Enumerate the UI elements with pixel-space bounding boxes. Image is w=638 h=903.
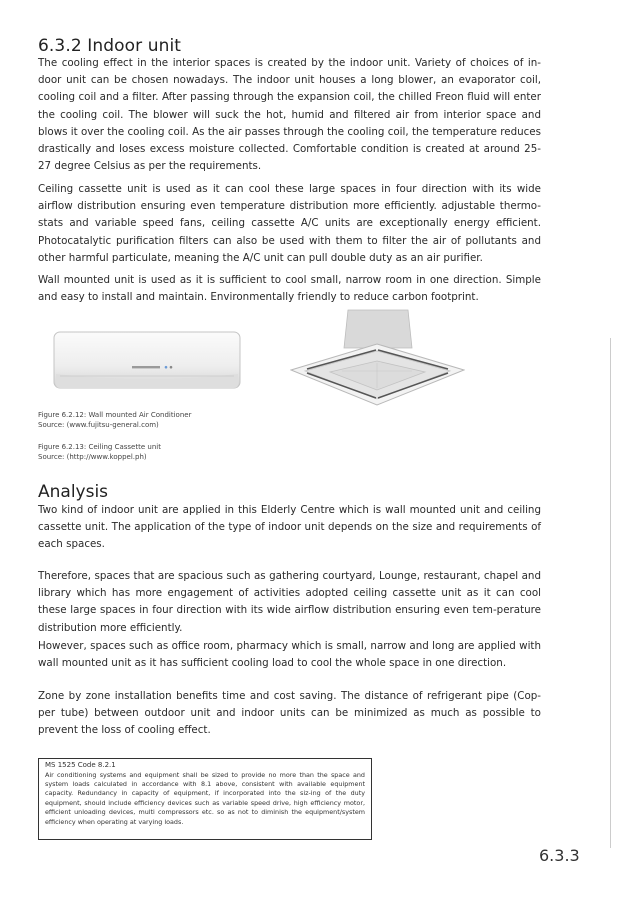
ms1525-code-box (38, 758, 372, 840)
indoor-unit-paragraph-1: The cooling effect in the interior spaces is created by the indoor unit. Variety of choices of in-door unit can be chosen nowadays. The indoor unit houses a long blower, an evaporator coil, cooling coil and a filter. After passing through the expansion coil, the chilled Freon fluid will enter the cooling coil. The blower will suck the hot, humid and filtered air from interior space and blows it over the cooling coil. As the air passes through the cooling coil, the temperature reduces drastically and loses excess moisture collected. Comfortable condition is created at around 25-27 degree Celsius as per the requirements. (38, 57, 541, 173)
analysis-paragraph-1: Two kind of indoor unit are applied in this Elderly Centre which is wall mounted unit and ceiling cassette unit. The application of the type of indoor unit depends on the size and requirements of each spaces. (38, 504, 541, 551)
code-box-title: MS 1525 Code 8.2.1 (45, 761, 116, 769)
analysis-paragraph-2: Therefore, spaces that are spacious such as gathering courtyard, Lounge, restaurant, chapel and library which has more engagement of activities adopted ceiling cassette unit as it can cool these large spaces in four direction with its wide airflow distribution ensuring even tem-perature distribution more efficiently. (38, 570, 541, 634)
wall-mounted-ac-image (52, 326, 242, 396)
analysis-paragraph-3: However, spaces such as office room, pharmacy which is small, narrow and long are applied with wall mounted unit as it has sufficient cooling load to cool the whole space in one direction. (38, 640, 541, 670)
figure-1-title: Figure 6.2.12: Wall mounted Air Conditioner (38, 411, 192, 419)
code-box-text: Air conditioning systems and equipment shall be sized to provide no more than the space and system loads calculated in accordance with 8.1 above, consistent with available equipment capacity. Redundancy in capacity of equipment, if incorporated into the siz-ing of the duty equipment, should include efficiency devices such as variable speed drive, high efficiency motor, efficient unloading devices, multi compressors etc. so as not to diminish the equipment/system efficiency when operating at varying loads. (45, 770, 365, 826)
figure-1-source: Source: (www.fujitsu-general.com) (38, 421, 159, 429)
indoor-unit-paragraph-3: Wall mounted unit is used as it is sufficient to cool small, narrow room in one direction. Simple and easy to install and maintain. Environmentally friendly to reduce carbon footprint. (38, 274, 541, 304)
figure-2-title: Figure 6.2.13: Ceiling Cassette unit (38, 443, 161, 451)
ceiling-cassette-image (290, 308, 465, 406)
analysis-paragraph-4: Zone by zone installation benefits time and cost saving. The distance of refrigerant pipe (Cop-per tube) between outdoor unit and indoor units can be minimized as much as possible to prevent the loss of cooling effect. (38, 690, 541, 737)
page-number: 6.3.3 (539, 846, 580, 865)
indoor-unit-paragraph-2: Ceiling cassette unit is used as it can cool these large spaces in four direction with its wide airflow distribution ensuring even temperature distribution more efficiently. adjustable thermo-stats and variable speed fans, ceiling cassette A/C units are exceptionally energy efficient. Photocatalytic purification filters can also be used with them to filter the air of pollutants and other harmful particulate, meaning the A/C unit can pull double duty as an air purifier. (38, 183, 541, 264)
section-title: 6.3.2 Indoor unit (38, 36, 182, 56)
analysis-title: Analysis (38, 482, 109, 502)
figure-2-source: Source: (http://www.koppel.ph) (38, 453, 147, 461)
figure-caption-wall-unit (38, 410, 191, 430)
figure-caption-cassette-unit (38, 442, 161, 462)
margin-divider-line (610, 338, 611, 848)
